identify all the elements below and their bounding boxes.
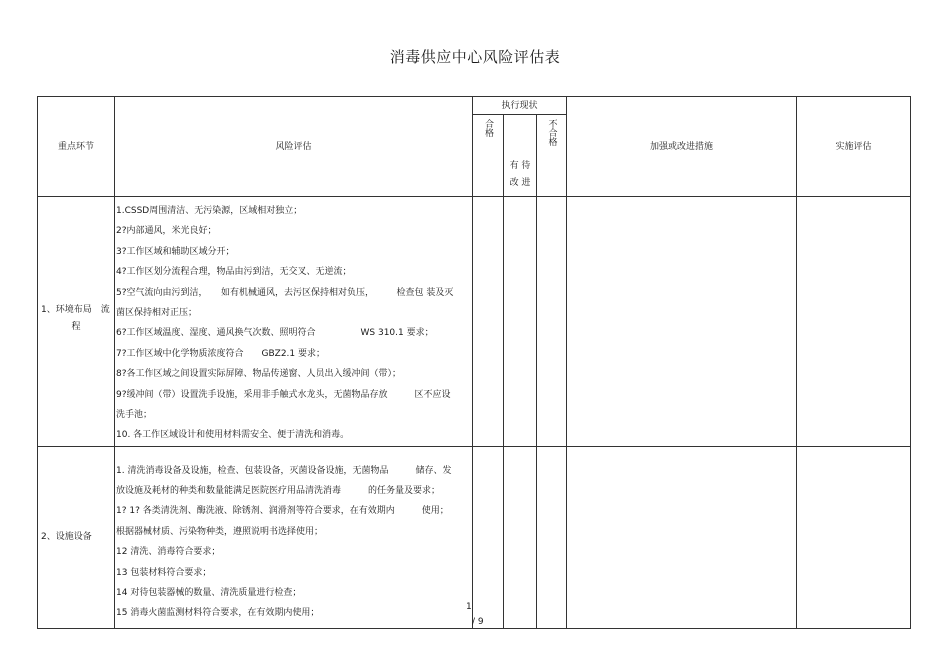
list-item: 1? 1? 各类清洗剂、酶洗液、除锈剂、润滑剂等符合要求，在有效期内 使用；: [116, 506, 449, 517]
header-unqualified: [537, 115, 567, 197]
risk-assessment-table: [37, 96, 911, 629]
page-title: 消毒供应中心风险评估表: [389, 48, 561, 66]
section-label-environment: [38, 197, 115, 447]
list-item: 1.CSSD周围清洁、无污染源，区域相对独立；: [116, 206, 303, 216]
cell-measures: [567, 197, 797, 447]
cell-qualified: [473, 197, 504, 447]
list-item: 洗手池；: [116, 409, 153, 420]
list-item: 4?工作区划分流程合理，物品由污到洁，无交叉、无逆流；: [116, 267, 352, 278]
header-to-improve: [504, 115, 537, 197]
section-items-environment: [115, 197, 473, 447]
cell-qualified: [473, 446, 504, 628]
list-item: 放设施及耗材的种类和数量能满足医院医疗用品清洗消毒 的任务量及要求；: [116, 486, 441, 497]
section-items-facilities: [115, 446, 473, 628]
page-number-top: 1: [466, 602, 472, 612]
cell-to-improve: [504, 446, 537, 628]
section-label-line2: 程: [71, 322, 81, 333]
list-item: 3?工作区域和辅助区域分开；: [116, 246, 235, 257]
section-label-line1: 2、设施设备: [41, 532, 92, 543]
list-item: 6?工作区域温度、湿度、通风换气次数、照明符合 WS 310.1 要求；: [116, 328, 434, 339]
list-item: 5?空气流向由污到洁， 如有机械通风，去污区保持相对负压， 检查包 装及灭: [116, 287, 454, 298]
header-status: 执行现状: [473, 97, 567, 115]
list-item: 菌区保持相对正压；: [116, 307, 198, 318]
list-item: 根据器械材质、污染物种类，遵照说明书选择使用；: [116, 526, 324, 537]
section-row-environment: [38, 197, 911, 447]
cell-measures: [567, 446, 797, 628]
list-item: 1. 清洗消毒设备及设施，检查、包装设备，灭菌设备设施，无菌物品 储存、发: [116, 465, 452, 476]
cell-implementation: [797, 197, 911, 447]
list-item: 15 消毒火菌监测材料符合要求，在有效期内使用；: [116, 608, 320, 619]
list-item: 14 对待包装器械的数量、清洗质量进行检查；: [116, 588, 302, 599]
header-risk-assessment: 风险评估: [115, 97, 473, 197]
list-item: 10. 各工作区域设计和使用材料需安全、便于清洗和消毒。: [116, 430, 350, 441]
cell-implementation: [797, 446, 911, 628]
section-label-facilities: [38, 446, 115, 628]
list-item: 2?内部通风，米光良好；: [116, 226, 217, 237]
section-label-line1: 1、环境布局 流: [41, 305, 110, 316]
page-number-bottom: / 9: [472, 617, 484, 627]
list-item: 12 清洗、消毒符合要求；: [116, 547, 221, 558]
list-item: 13 包装材料符合要求；: [116, 567, 212, 578]
header-key-link: 重点环节: [38, 97, 115, 197]
list-item: 9?缓冲间（带）设置洗手设施，采用非手触式水龙头，无菌物品存放 区不应设: [116, 389, 451, 400]
header-qualified: [473, 115, 504, 197]
header-unqualified-text: 不合格: [546, 119, 557, 146]
header-row-1: [38, 97, 911, 115]
list-item: 7?工作区域中化学物质浓度符合 GBZ2.1 要求；: [116, 348, 325, 359]
section-row-facilities: [38, 446, 911, 628]
list-item: 8?各工作区域之间设置实际屏障、物品传递窗、人员出入缓冲间（带）；: [116, 369, 402, 380]
header-to-improve-line2: 改 进: [509, 178, 531, 188]
header-implementation: 实施评估: [797, 97, 911, 197]
header-measures: 加强或改进措施: [567, 97, 797, 197]
cell-unqualified: [537, 197, 567, 447]
header-qualified-text: 合格: [483, 119, 493, 137]
header-to-improve-line1: 有 待: [509, 161, 531, 171]
cell-unqualified: [537, 446, 567, 628]
cell-to-improve: [504, 197, 537, 447]
